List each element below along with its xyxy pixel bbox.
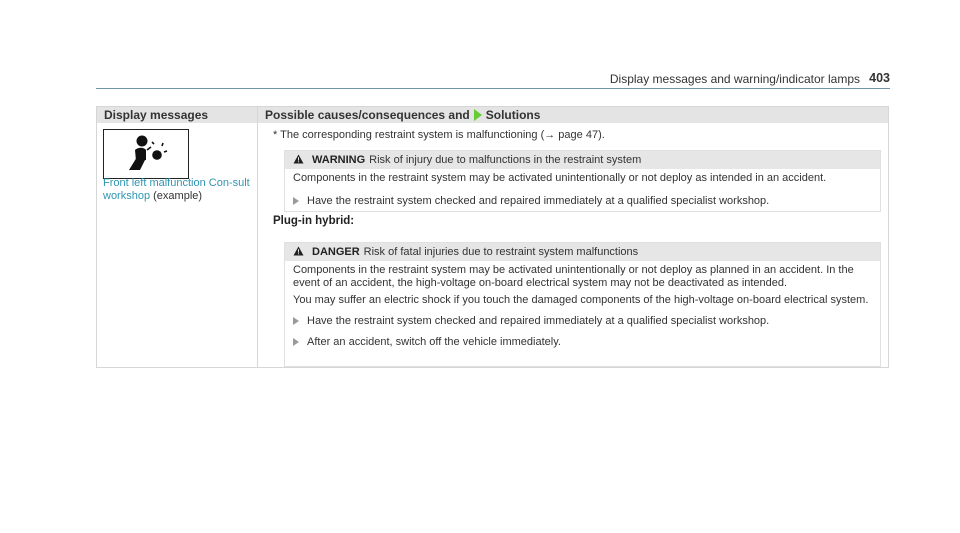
step-arrow-icon <box>293 197 299 205</box>
page-number: 403 <box>869 71 890 85</box>
step-text: After an accident, switch off the vehicle immediately. <box>307 336 561 348</box>
warning-title: Risk of injury due to malfunctions in the restraint system <box>369 154 642 166</box>
warning-text: Components in the restraint system may be activated unintentionally or not deploy as intended in an accident. <box>293 172 827 184</box>
step-arrow-icon <box>293 317 299 325</box>
header-title: Display messages and warning/indicator lamps <box>609 72 860 86</box>
solutions-label: Solutions <box>485 108 541 122</box>
warning-label: WARNING <box>312 154 366 166</box>
page-header <box>96 71 890 89</box>
column-header-causes-solutions <box>265 108 540 122</box>
danger-triangle-icon <box>293 246 304 259</box>
column-header-display-messages: Display messages <box>104 108 209 122</box>
solutions-arrow-icon <box>474 109 482 121</box>
step-text: Have the restraint system checked and repaired immediately at a qualified specialist workshop. <box>307 195 770 207</box>
step-text: Have the restraint system checked and repaired immediately at a qualified specialist workshop. <box>307 315 770 327</box>
warning-body <box>285 169 880 211</box>
list-item <box>293 336 872 349</box>
warning-box <box>284 150 881 212</box>
danger-text-1: Components in the restraint system may be activated unintentionally or not deploy as planned in an accident. In the event of an accident, the high-voltage on-board electrical system may not be deactivated as intended. <box>293 264 854 289</box>
warning-triangle-icon <box>293 154 304 167</box>
message-suffix: (example) <box>153 190 203 202</box>
danger-label: DANGER <box>312 246 360 258</box>
danger-text-2: You may suffer an electric shock if you touch the damaged components of the high-voltage on-board electrical system. <box>293 294 869 306</box>
display-message <box>103 177 251 203</box>
danger-box <box>284 242 881 367</box>
table-header <box>97 107 888 123</box>
danger-title: Risk of fatal injuries due to restraint system malfunctions <box>363 246 639 258</box>
causes-label: Possible causes/consequences and <box>265 108 470 122</box>
warning-header <box>285 151 880 169</box>
messages-table <box>96 106 889 368</box>
danger-header <box>285 243 880 261</box>
list-item <box>293 195 872 208</box>
footnote: * The corresponding restraint system is malfunctioning (→ page 47). <box>273 129 605 141</box>
plug-in-hybrid-heading: Plug-in hybrid: <box>273 215 355 227</box>
column-divider <box>257 107 258 367</box>
danger-body <box>285 261 880 366</box>
list-item <box>293 315 872 328</box>
airbag-warning-icon <box>103 129 189 179</box>
step-arrow-icon <box>293 338 299 346</box>
message-link[interactable]: Front left malfunction Con-sult workshop <box>103 177 250 202</box>
